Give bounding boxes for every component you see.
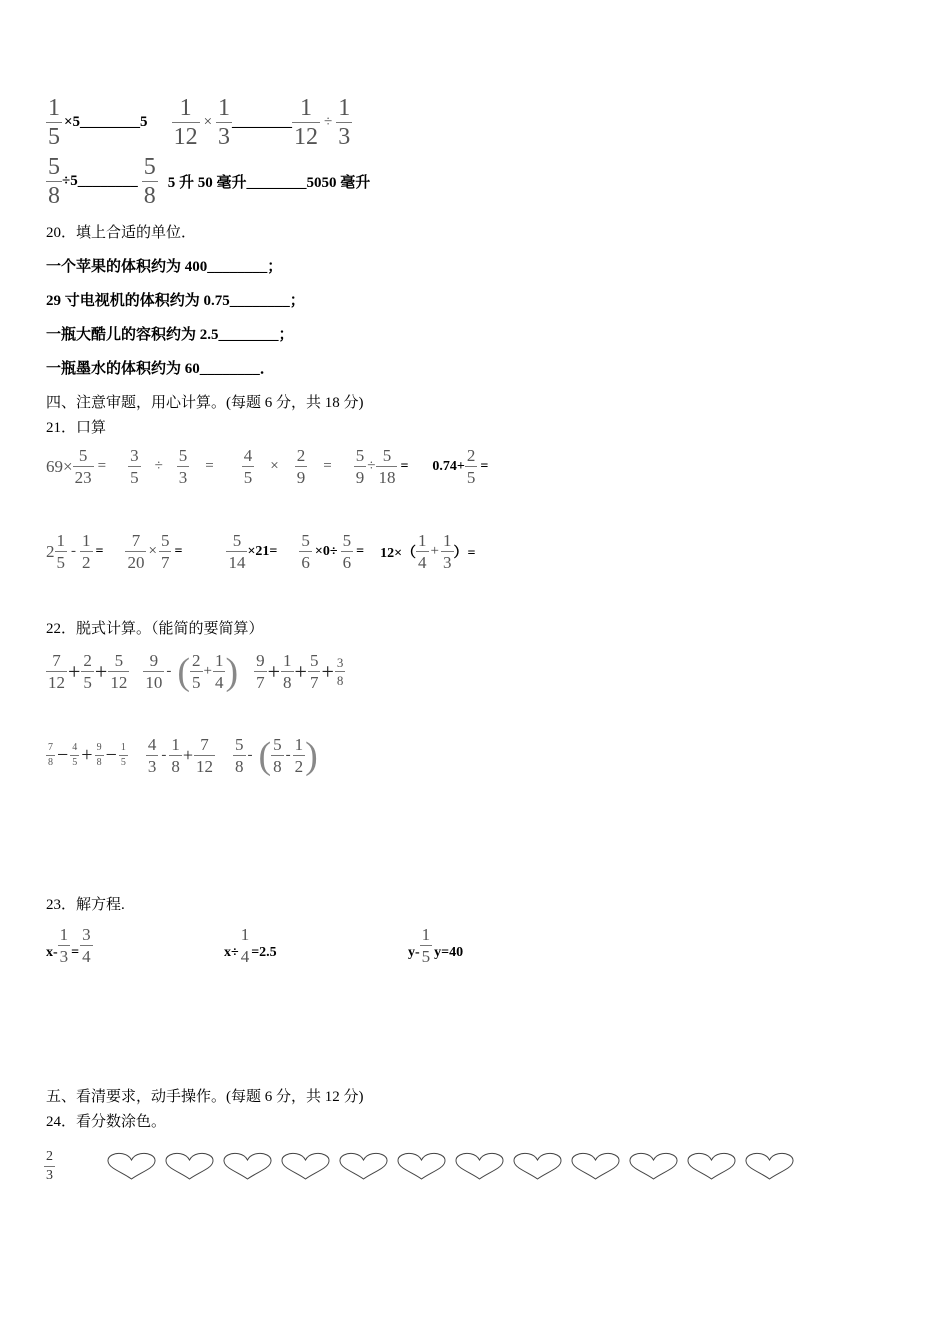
q20-item[interactable]: 一瓶大酷儿的容积约为 2.5________； [46, 327, 294, 343]
fraction: $\frac{4}{5}$ [243, 446, 253, 487]
heart-shape-icon[interactable] [222, 1152, 273, 1180]
right-paren: ) [225, 650, 239, 693]
fraction: $\frac{9}{7}$ [256, 651, 265, 692]
fraction: $\frac{9}{8}$ [96, 742, 102, 768]
section-5-heading: 五、看清要求，动手操作。(每题 6 分，共 12 分) [46, 1089, 364, 1105]
fraction: $\frac{4}{3}$ [147, 735, 157, 776]
operator: - [71, 543, 76, 559]
q19-row2 [46, 155, 370, 208]
q19-row1 [46, 96, 352, 149]
heart-shape-icon[interactable] [338, 1152, 389, 1180]
fraction: $\frac{5}{8}$ [48, 154, 60, 209]
equals: = [356, 543, 365, 559]
equals: = [97, 458, 107, 474]
fraction: $\frac{5}{12}$ [110, 651, 128, 692]
fraction: $\frac{5}{18}$ [378, 446, 396, 487]
fraction: 1 4 [240, 925, 250, 966]
operator: - [166, 663, 172, 679]
fraction: $\frac{3}{5}$ [130, 446, 139, 487]
compare-blank-2[interactable]: ________ [232, 114, 293, 130]
operator: × [203, 114, 213, 130]
heart-shape-icon[interactable] [106, 1152, 157, 1180]
operator: + [81, 744, 93, 766]
fraction: $\frac{2}{9}$ [296, 446, 306, 487]
heart-shape-icon[interactable] [570, 1152, 621, 1180]
fraction: $\frac{5}{14}$ [228, 531, 246, 572]
operator: - [161, 747, 167, 763]
fraction: $\frac{1}{3}$ [338, 95, 351, 150]
fraction: $\frac{1}{8}$ [283, 651, 292, 692]
fraction: $\frac{1}{4}$ [418, 531, 427, 572]
fraction: $\frac{5}{8}$ [143, 154, 156, 209]
fraction: $\frac{1}{3}$ [59, 925, 69, 966]
fraction: $\frac{5}{9}$ [355, 446, 365, 487]
heart-shape-icon[interactable] [280, 1152, 331, 1180]
q20-item[interactable]: 一个苹果的体积约为 400________； [46, 259, 283, 275]
expr-text: 2 [46, 541, 55, 561]
heart-shape-icon[interactable] [164, 1152, 215, 1180]
right-paren: ) [305, 734, 318, 777]
operator: + [321, 658, 334, 684]
fraction: $\frac{5}{8}$ [235, 735, 244, 776]
fraction: $\frac{1}{2}$ [82, 531, 91, 572]
q22-row1 [46, 652, 345, 691]
fraction: $\frac{7}{20}$ [127, 531, 145, 572]
q22-row2 [46, 736, 318, 775]
operator: + [182, 745, 193, 765]
equals: = [205, 458, 214, 474]
fraction: $\frac{2}{5}$ [83, 651, 92, 692]
equation-3 [408, 926, 463, 965]
fraction: $\frac{3}{8}$ [336, 655, 344, 688]
left-paren: ( [258, 734, 272, 777]
operator: × [270, 458, 279, 474]
fraction: $\frac{7}{12}$ [48, 651, 65, 692]
equation-1 [46, 926, 93, 965]
fraction: $\frac{1}{12}$ [294, 95, 319, 150]
expr-text: 12×（ [380, 545, 417, 561]
fraction: $\frac{5}{6}$ [301, 531, 310, 572]
fraction: $\frac{5}{7}$ [309, 651, 319, 692]
q24-title: 24．看分数涂色。 [46, 1114, 167, 1130]
q24-fraction: $\frac{2}{3}$ [46, 1149, 53, 1183]
q20-title: 20．填上合适的单位． [46, 225, 197, 241]
equals: = [95, 543, 104, 559]
equals: = [400, 458, 409, 474]
q21-row2 [46, 532, 476, 571]
fraction: $\frac{1}{5}$ [120, 742, 126, 768]
heart-shape-icon[interactable] [628, 1152, 679, 1180]
operator: + [294, 658, 307, 684]
fraction: $\frac{5}{6}$ [342, 531, 352, 572]
heart-shape-icon[interactable] [686, 1152, 737, 1180]
expr-text: x- [46, 944, 58, 960]
operator: × [148, 543, 157, 559]
operator: − [105, 744, 117, 766]
heart-shape-icon[interactable] [454, 1152, 505, 1180]
expr-text: =2.5 [251, 944, 277, 960]
operator: + [203, 663, 212, 679]
expr-text: y- [408, 944, 420, 960]
fraction: $\frac{5}{3}$ [178, 446, 188, 487]
operator: + [68, 658, 81, 684]
heart-shape-icon[interactable] [744, 1152, 795, 1180]
fraction: $\frac{7}{12}$ [196, 735, 213, 776]
operator: + [267, 658, 281, 684]
operator: ÷ [367, 458, 376, 474]
fraction: $\frac{1}{5}$ [56, 531, 65, 572]
heart-row [106, 1152, 802, 1180]
fraction: $\frac{5}{8}$ [273, 735, 282, 776]
expr-text: ×21= [247, 543, 278, 559]
equals: = [480, 458, 489, 474]
fraction: $\frac{7}{8}$ [48, 742, 53, 768]
expr-text: ）= [453, 545, 476, 561]
fraction: $\frac{1}{5}$ [48, 95, 60, 150]
compare-blank-4[interactable]: 5 升 50 毫升________5050 毫升 [167, 175, 371, 191]
expr-text: 69× [46, 456, 73, 476]
q23-title: 23．解方程. [46, 897, 125, 913]
fraction: $\frac{2}{5}$ [466, 446, 476, 487]
expr-text: x÷ [224, 944, 239, 960]
operator: − [57, 744, 69, 766]
fraction: $\frac{1}{8}$ [171, 735, 180, 776]
fraction: $\frac{9}{10}$ [145, 651, 163, 692]
fraction: $\frac{4}{5}$ [72, 742, 78, 768]
fraction: $\frac{5}{23}$ [74, 446, 92, 487]
expr-text: y=40 [434, 944, 464, 960]
fraction: $\frac{1}{4}$ [214, 651, 224, 692]
heart-shape-icon[interactable] [396, 1152, 447, 1180]
equation-2 [224, 926, 277, 965]
operator: ÷ [324, 114, 333, 130]
fraction: $\frac{5}{7}$ [160, 531, 170, 572]
operator: - [247, 747, 253, 763]
fraction: $\frac{1}{5}$ [421, 925, 431, 966]
q22-title: 22．脱式计算。（能简的要简算） [46, 621, 264, 637]
compare-blank-3[interactable]: ÷5________ [62, 173, 138, 189]
q20-item[interactable]: 一瓶墨水的体积约为 60________． [46, 361, 275, 377]
left-paren: ( [177, 650, 190, 693]
equals: = [323, 458, 332, 474]
operator: ÷ [154, 458, 163, 474]
fraction: $\frac{2}{5}$ [192, 651, 201, 692]
operator: - [285, 747, 291, 763]
fraction: $\frac{3}{4}$ [82, 925, 91, 966]
equals: = [174, 543, 183, 559]
q20-item[interactable]: 29 寸电视机的体积约为 0.75________； [46, 293, 305, 309]
expr-text: ×0÷ [314, 543, 338, 559]
section-4-heading: 四、注意审题，用心计算。(每题 6 分，共 18 分) [46, 395, 364, 411]
heart-shape-icon[interactable] [512, 1152, 563, 1180]
fraction: $\frac{1}{2}$ [294, 735, 304, 776]
equals: = [71, 944, 80, 960]
fraction: $\frac{1}{3}$ [218, 95, 231, 150]
operator: + [430, 543, 440, 559]
fraction: $\frac{1}{3}$ [443, 531, 452, 572]
operator: + [94, 658, 108, 684]
compare-blank-1[interactable]: ×5________5 [64, 114, 148, 130]
q21-row1 [46, 447, 491, 486]
fraction: $\frac{1}{12}$ [173, 95, 198, 150]
q21-title: 21．口算 [46, 420, 107, 436]
expr-text: 0.74+ [432, 458, 465, 474]
